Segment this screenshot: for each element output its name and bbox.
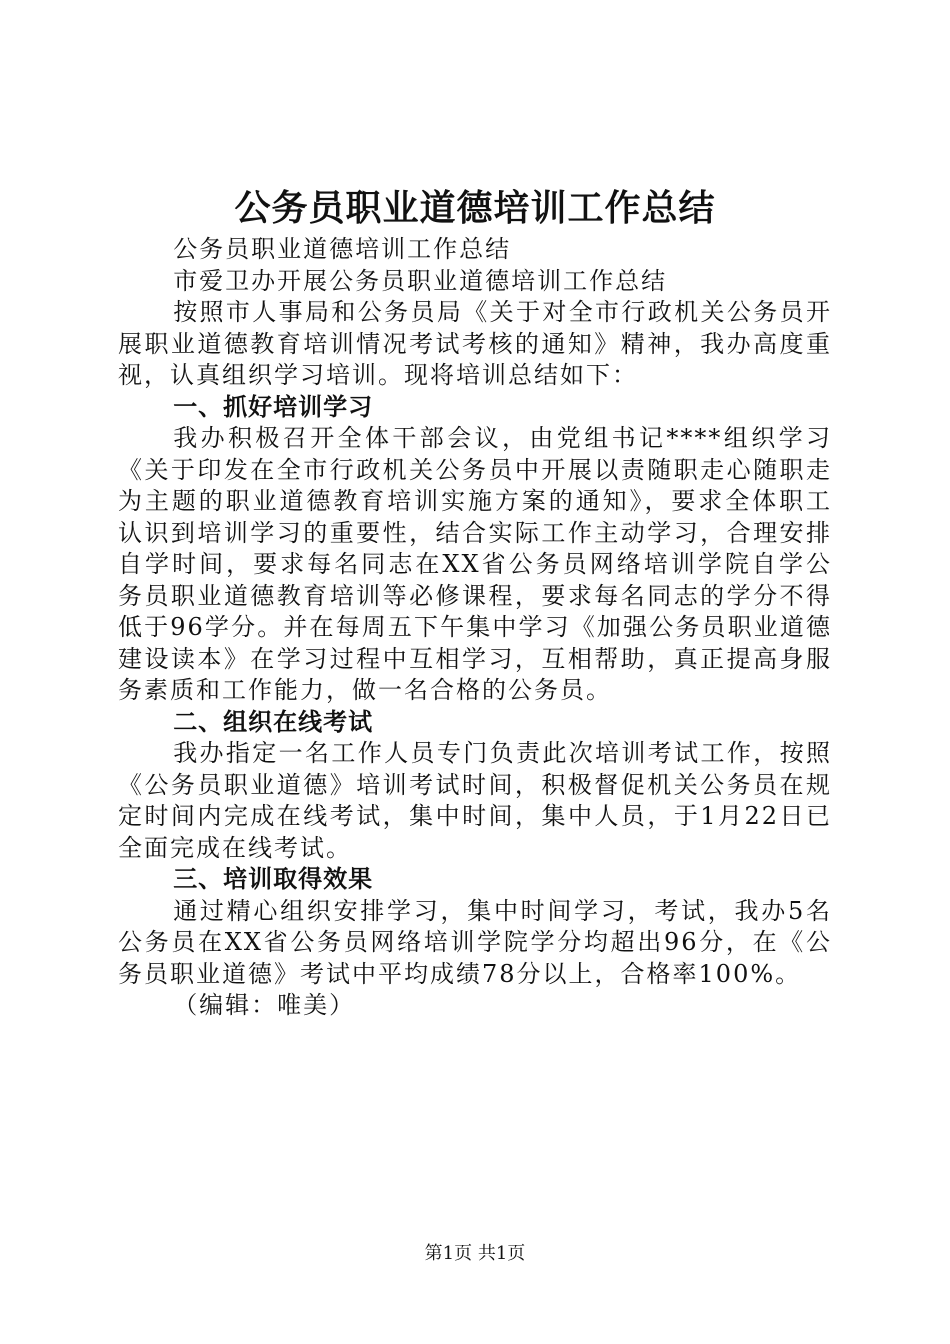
section-heading: 三、培训取得效果 [173,865,374,893]
document-body [118,234,832,1022]
section-heading: 二、组织在线考试 [173,707,374,736]
subtitle-paragraph: 公务员职业道德培训工作总结 [173,235,512,263]
body-paragraph: 通过精心组织安排学习，集中时间学习，考试，我办5名公务员在XX省公务员网络培训学院学分均超出96分，在《公务员职业道德》考试中平均成绩78分以上，合格率100%。 [118,896,832,988]
section-heading: 一、抓好培训学习 [173,392,374,421]
intro-paragraph: 按照市人事局和公务员局《关于对全市行政机关公务员开展职业道德教育培训情况考试考核的通知》精神，我办高度重视，认真组织学习培训。现将培训总结如下： [118,298,832,389]
body-paragraph: 我办指定一名工作人员专门负责此次培训考试工作，按照《公务员职业道德》培训考试时间，积极督促机关公务员在规定时间内完成在线考试，集中时间，集中人员，于1月22日已全面完成在线考试。 [118,739,832,862]
editor-note: （编辑：唯美） [173,991,356,1019]
subtitle-paragraph: 市爱卫办开展公务员职业道德培训工作总结 [173,266,668,295]
body-paragraph: 我办积极召开全体干部会议，由党组书记****组织学习《关于印发在全市行政机关公务员中开展以责随职走心随职走为主题的职业道德教育培训实施方案的通知》，要求全体职工认识到培训学习的重要性，结合实际工作主动学习，合理安排自学时间，要求每名同志在XX省公务员网络培训学院自学公务员职业道德教育培训等必修课程，要求每名同志的学分不得低于96学分。并在每周五下午集中学习《加强公务员职业道德建设读本》在学习过程中互相学习，互相帮助，真正提高身服务素质和工作能力，做一名合格的公务员。 [118,424,832,704]
document-title: 公务员职业道德培训工作总结 [234,187,716,229]
page-footer: 第1页 共1页 [424,1243,526,1264]
